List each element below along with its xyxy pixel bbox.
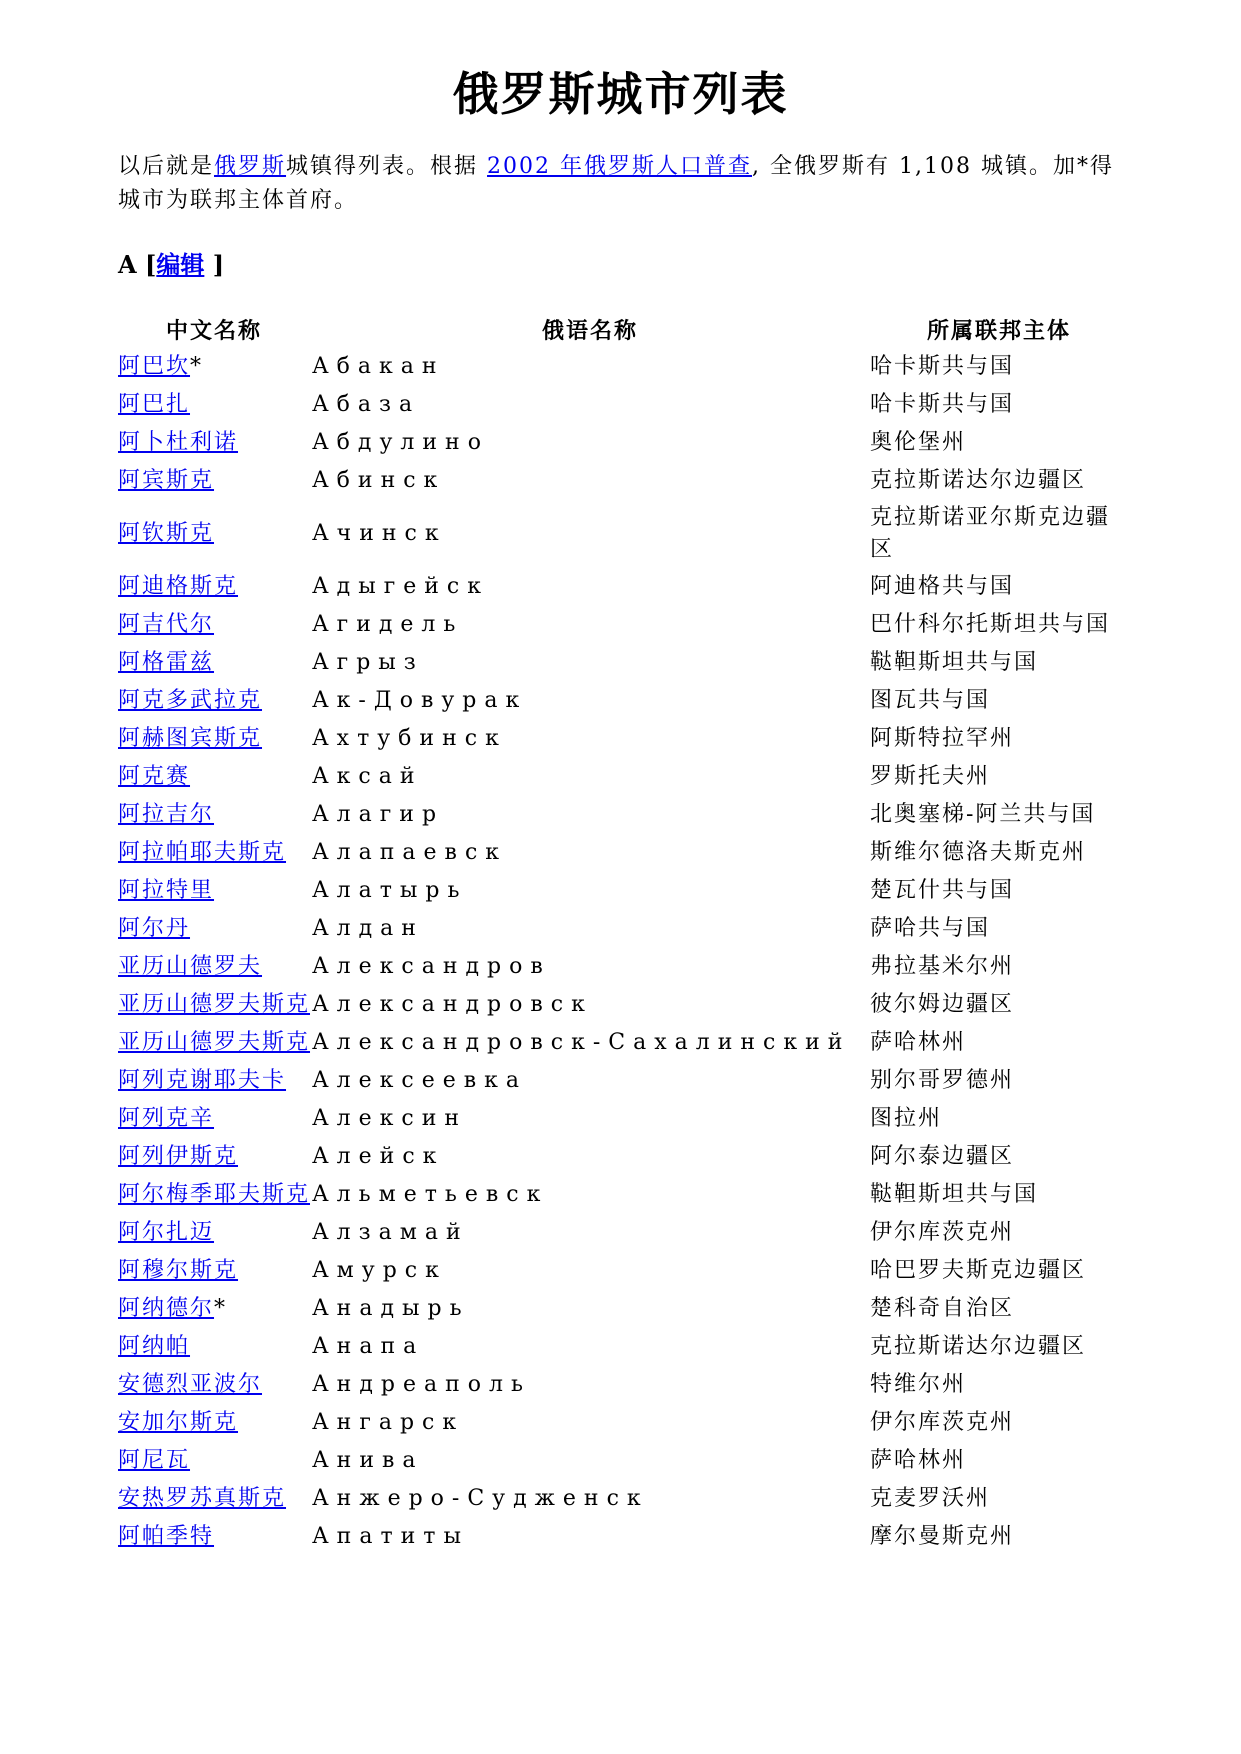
cell-chinese-name: [118, 758, 310, 796]
city-link[interactable]: 阿尼瓦: [118, 1448, 191, 1473]
cell-russian-name: Апатиты: [312, 1524, 469, 1549]
cell-chinese-name: [118, 1138, 310, 1176]
cell-chinese-name: [118, 872, 310, 910]
cell-russian-name: Алагир: [312, 802, 445, 827]
cell-russian-name: Анапа: [312, 1334, 425, 1359]
table-row: [118, 644, 1128, 682]
table-row: [118, 1176, 1128, 1214]
cell-russian-name: Александровск: [312, 992, 593, 1017]
cell-chinese-name: [118, 720, 310, 758]
cell-chinese-name: [118, 1404, 310, 1442]
cell-russian-name: Агидель: [312, 612, 464, 637]
cell-russian-name: Анжеро-Судженск: [312, 1486, 649, 1511]
cell-russian-name: Алексин: [312, 1106, 468, 1131]
cell-federal-subject: 图拉州: [870, 1106, 943, 1131]
table-row: [118, 834, 1128, 872]
cell-russian-name: Алексеевка: [312, 1068, 528, 1093]
cell-federal-subject: 图瓦共与国: [870, 688, 991, 713]
table-row: [118, 1518, 1128, 1556]
cell-federal-subject: 萨哈林州: [870, 1448, 967, 1473]
page-title: 俄罗斯城市列表: [452, 67, 789, 121]
cell-federal-subject: 克拉斯诺达尔边疆区: [870, 468, 1087, 493]
table-row: [118, 872, 1128, 910]
bracket-close: ]: [212, 250, 225, 279]
city-link[interactable]: 阿拉帕耶夫斯克: [118, 840, 287, 865]
header-chinese-name: 中文名称: [165, 317, 262, 344]
cell-chinese-name: [118, 682, 310, 720]
table-body: [118, 348, 1128, 1556]
cell-federal-subject: 楚科奇自治区: [870, 1296, 1015, 1321]
capital-marker: *: [214, 1296, 228, 1321]
cell-federal-subject: 哈卡斯共与国: [870, 354, 1015, 379]
city-link[interactable]: 阿拉特里: [118, 878, 215, 903]
intro-text-1: 以后就是: [118, 154, 215, 179]
cell-chinese-name: [118, 1480, 310, 1518]
city-table: [118, 310, 1128, 1556]
cell-chinese-name: [118, 462, 310, 500]
cell-russian-name: Ангарск: [312, 1410, 465, 1435]
table-row: [118, 796, 1128, 834]
cell-russian-name: Ак-Довурак: [312, 688, 528, 713]
header-russian-name: 俄语名称: [541, 317, 638, 344]
table-row: [118, 1214, 1128, 1252]
table-row: [118, 1252, 1128, 1290]
cell-federal-subject: 哈卡斯共与国: [870, 392, 1015, 417]
cell-russian-name: Алдан: [312, 916, 424, 941]
cell-federal-subject: 摩尔曼斯克州: [870, 1524, 1015, 1549]
cell-chinese-name: [118, 796, 310, 834]
city-link[interactable]: 阿迪格斯克: [118, 574, 239, 599]
cell-russian-name: Алейск: [312, 1144, 445, 1169]
cell-russian-name: Абинск: [312, 468, 446, 493]
cell-federal-subject: 阿斯特拉罕州: [870, 726, 1015, 751]
cell-chinese-name: [118, 948, 310, 986]
city-link[interactable]: 阿列克辛: [118, 1106, 215, 1131]
intro-paragraph: [118, 150, 1128, 218]
cell-federal-subject: 伊尔库茨克州: [870, 1410, 1015, 1435]
cell-russian-name: Абакан: [312, 354, 445, 379]
city-link[interactable]: 阿尔梅季耶夫斯克: [118, 1182, 311, 1207]
edit-link[interactable]: 编辑: [156, 250, 205, 279]
cell-russian-name: Адыгейск: [312, 574, 489, 599]
city-link[interactable]: 亚历山德罗夫斯克: [118, 992, 311, 1017]
table-row: [118, 1290, 1128, 1328]
cell-chinese-name: [118, 568, 310, 606]
city-link[interactable]: 阿帕季特: [118, 1524, 215, 1549]
table-row: [118, 1328, 1128, 1366]
cell-chinese-name: [118, 1290, 310, 1328]
table-row: [118, 424, 1128, 462]
cell-federal-subject: 萨哈共与国: [870, 916, 991, 941]
table-row: [118, 758, 1128, 796]
table-row: [118, 568, 1128, 606]
cell-russian-name: Амурск: [312, 1258, 447, 1283]
cell-russian-name: Абаза: [312, 392, 421, 417]
cell-federal-subject: 阿迪格共与国: [870, 574, 1015, 599]
city-link[interactable]: 阿卜杜利诺: [118, 430, 239, 455]
cell-chinese-name: [118, 834, 310, 872]
cell-chinese-name: [118, 1062, 310, 1100]
table-row: [118, 606, 1128, 644]
cell-federal-subject: 特维尔州: [870, 1372, 967, 1397]
cell-chinese-name: [118, 1442, 310, 1480]
table-row: [118, 986, 1128, 1024]
city-link[interactable]: 阿克多武拉克: [118, 688, 263, 713]
cell-federal-subject: 楚瓦什共与国: [870, 878, 1015, 903]
table-row: [118, 462, 1128, 500]
city-link[interactable]: 阿列克谢耶夫卡: [118, 1068, 287, 1093]
table-row: [118, 1480, 1128, 1518]
cell-federal-subject: 鞑靼斯坦共与国: [870, 1182, 1039, 1207]
table-row: [118, 386, 1128, 424]
link-russia[interactable]: 俄罗斯: [214, 154, 287, 179]
table-row: [118, 1138, 1128, 1176]
cell-chinese-name: [118, 910, 310, 948]
city-link[interactable]: 阿纳德尔: [118, 1296, 215, 1321]
cell-russian-name: Альметьевск: [312, 1182, 549, 1207]
table-row: [118, 1404, 1128, 1442]
city-link[interactable]: 亚历山德罗夫斯克: [118, 1030, 311, 1055]
cell-federal-subject: 彼尔姆边疆区: [870, 992, 1015, 1017]
cell-russian-name: Аксай: [312, 764, 423, 789]
table-row: [118, 910, 1128, 948]
table-header-row: [118, 310, 1128, 348]
table-row: [118, 1024, 1128, 1062]
city-link[interactable]: 阿吉代尔: [118, 612, 215, 637]
city-link[interactable]: 阿赫图宾斯克: [118, 726, 263, 751]
city-link[interactable]: 安德烈亚波尔: [118, 1372, 263, 1397]
cell-chinese-name: [118, 386, 310, 424]
section-heading-a: [118, 245, 224, 280]
cell-russian-name: Ахтубинск: [312, 726, 507, 751]
city-link[interactable]: 阿克赛: [118, 764, 191, 789]
cell-chinese-name: [118, 1252, 310, 1290]
cell-chinese-name: [118, 348, 310, 386]
city-link[interactable]: 亚历山德罗夫: [118, 954, 263, 979]
cell-russian-name: Анадырь: [312, 1296, 470, 1321]
capital-marker: *: [190, 354, 204, 379]
bracket-open: [: [144, 250, 157, 279]
city-link[interactable]: 阿尔丹: [118, 916, 191, 941]
cell-federal-subject: 斯维尔德洛夫斯克州: [870, 840, 1087, 865]
cell-chinese-name: [118, 424, 310, 462]
cell-federal-subject: 克拉斯诺亚尔斯克边疆区: [870, 505, 1111, 562]
header-federal-subject: 所属联邦主体: [926, 317, 1071, 344]
cell-russian-name: Агрыз: [312, 650, 424, 675]
cell-russian-name: Абдулино: [312, 430, 489, 455]
cell-federal-subject: 萨哈林州: [870, 1030, 967, 1055]
table-row: [118, 1062, 1128, 1100]
cell-russian-name: Андреаполь: [312, 1372, 531, 1397]
cell-federal-subject: 伊尔库茨克州: [870, 1220, 1015, 1245]
cell-chinese-name: [118, 500, 310, 568]
cell-russian-name: Алапаевск: [312, 840, 508, 865]
cell-chinese-name: [118, 1328, 310, 1366]
cell-russian-name: Алатырь: [312, 878, 468, 903]
city-link[interactable]: 阿穆尔斯克: [118, 1258, 239, 1283]
table-row: [118, 500, 1128, 568]
table-row: [118, 682, 1128, 720]
cell-federal-subject: 罗斯托夫州: [870, 764, 991, 789]
city-link[interactable]: 阿钦斯克: [118, 521, 215, 546]
cell-federal-subject: 北奥塞梯-阿兰共与国: [870, 802, 1096, 827]
cell-chinese-name: [118, 1518, 310, 1556]
city-link[interactable]: 阿巴扎: [118, 392, 191, 417]
cell-chinese-name: [118, 1176, 310, 1214]
cell-chinese-name: [118, 1366, 310, 1404]
table-row: [118, 348, 1128, 386]
cell-federal-subject: 巴什科尔托斯坦共与国: [870, 612, 1111, 637]
cell-chinese-name: [118, 986, 310, 1024]
city-link[interactable]: 阿宾斯克: [118, 468, 215, 493]
cell-russian-name: Алзамай: [312, 1220, 469, 1245]
table-row: [118, 1100, 1128, 1138]
table-row: [118, 948, 1128, 986]
table-row: [118, 720, 1128, 758]
city-link[interactable]: 阿尔扎迈: [118, 1220, 215, 1245]
cell-federal-subject: 奥伦堡州: [870, 430, 967, 455]
cell-federal-subject: 阿尔泰边疆区: [870, 1144, 1015, 1169]
table-row: [118, 1366, 1128, 1404]
cell-federal-subject: 哈巴罗夫斯克边疆区: [870, 1258, 1087, 1283]
link-census-2002[interactable]: 2002 年俄罗斯人口普查: [487, 154, 753, 179]
cell-russian-name: Ачинск: [312, 521, 447, 546]
intro-text-3: , 全俄罗斯有 1,108 城镇。加*得城市为联邦主体首府。: [118, 154, 1114, 213]
cell-chinese-name: [118, 1100, 310, 1138]
cell-chinese-name: [118, 644, 310, 682]
cell-russian-name: Анива: [312, 1448, 424, 1473]
city-link[interactable]: 安加尔斯克: [118, 1410, 239, 1435]
cell-chinese-name: [118, 1024, 310, 1062]
intro-text-2: 城镇得列表。根据: [286, 154, 488, 179]
cell-chinese-name: [118, 606, 310, 644]
city-link[interactable]: 阿巴坎: [118, 354, 191, 379]
city-link[interactable]: 阿拉吉尔: [118, 802, 215, 827]
city-link[interactable]: 阿列伊斯克: [118, 1144, 239, 1169]
cell-russian-name: Александров: [312, 954, 551, 979]
city-link[interactable]: 阿格雷兹: [118, 650, 215, 675]
section-letter: A: [118, 250, 137, 279]
cell-federal-subject: 弗拉基米尔州: [870, 954, 1015, 979]
cell-russian-name: Александровск-Сахалинский: [312, 1030, 851, 1055]
table-row: [118, 1442, 1128, 1480]
cell-chinese-name: [118, 1214, 310, 1252]
cell-federal-subject: 鞑靼斯坦共与国: [870, 650, 1039, 675]
city-link[interactable]: 阿纳帕: [118, 1334, 191, 1359]
city-link[interactable]: 安热罗苏真斯克: [118, 1486, 287, 1511]
cell-federal-subject: 克拉斯诺达尔边疆区: [870, 1334, 1087, 1359]
cell-federal-subject: 别尔哥罗德州: [870, 1068, 1015, 1093]
cell-federal-subject: 克麦罗沃州: [870, 1486, 991, 1511]
